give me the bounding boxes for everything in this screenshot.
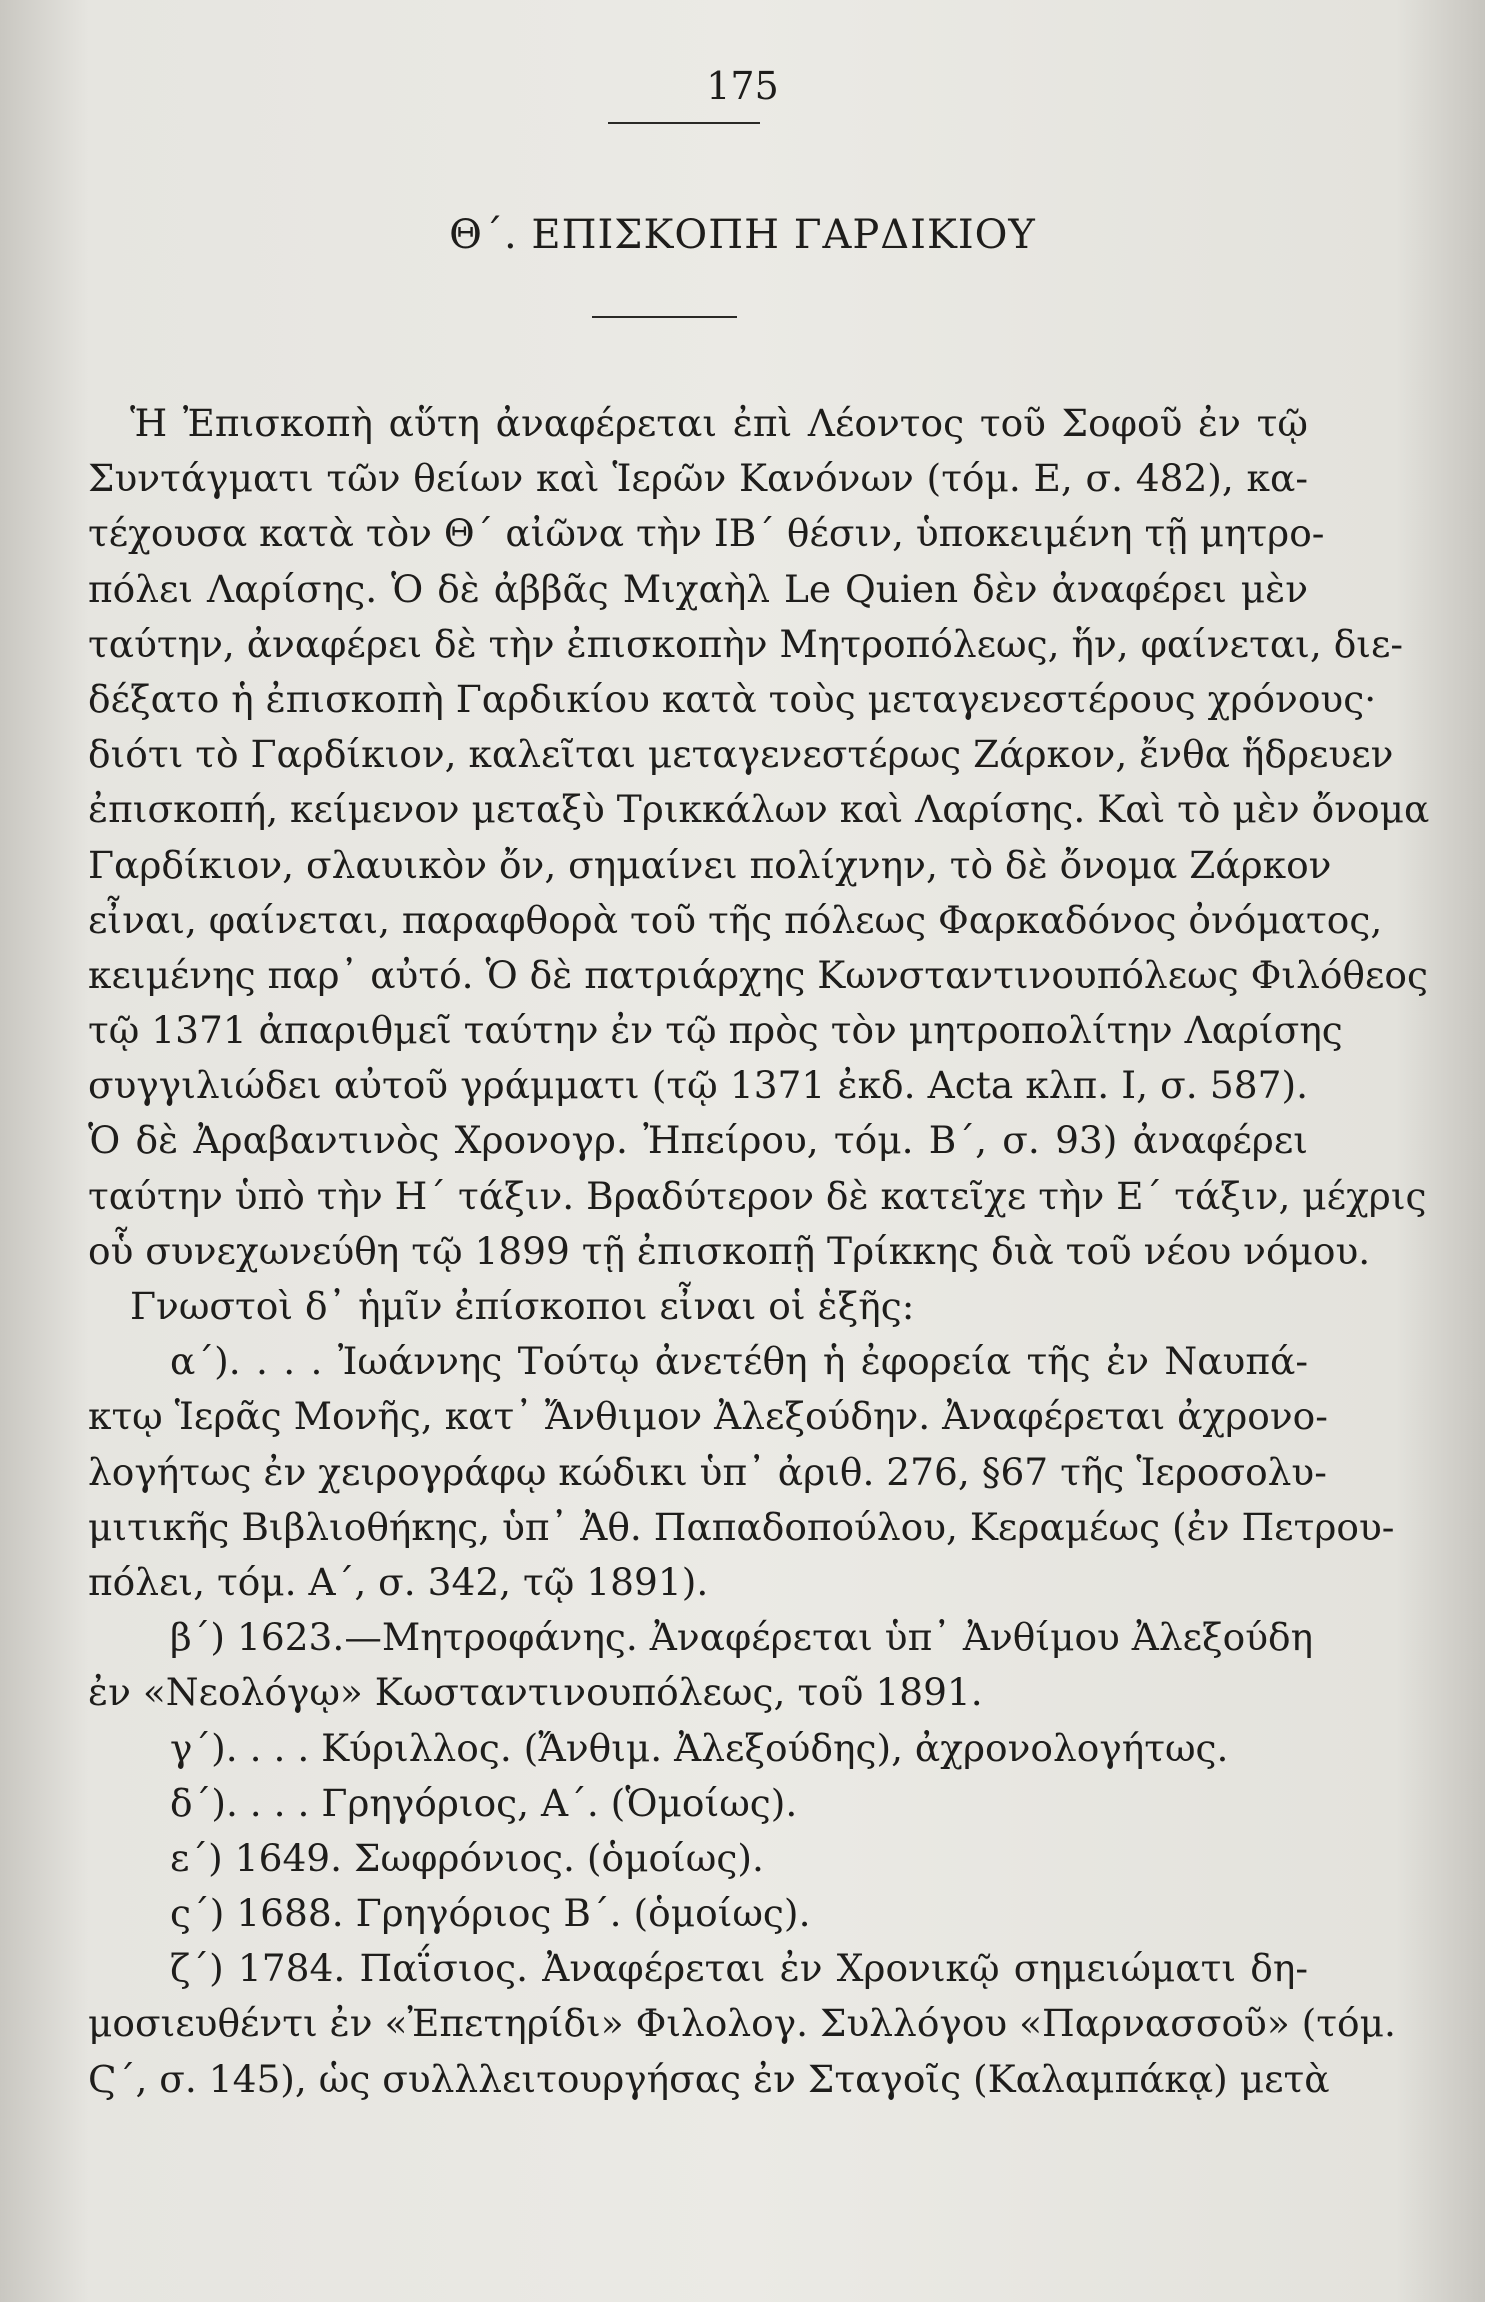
list-item: ε΄) 1649. Σωφρόνιος. (ὁμοίως). xyxy=(170,1835,764,1880)
text-line: Ὁ δὲ Ἀραβαντινὸς Χρονογρ. Ἠπείρου, τόμ. Β΄, σ. 93) ἀναφέρει xyxy=(88,1118,1308,1163)
text-line: εἶναι, φαίνεται, παραφθορὰ τοῦ τῆς πόλεως Φαρκαδόνος ὀνόματος, xyxy=(88,897,1383,942)
text-line: Ϛ΄, σ. 145), ὡς συλλλειτουργήσας ἐν Σταγοῖς (Καλαμπάκᾳ) μετὰ xyxy=(88,2056,1330,2101)
page-number: 175 xyxy=(706,64,779,108)
page-number-rule xyxy=(608,122,760,124)
text-line: τέχουσα κατὰ τὸν Θ΄ αἰῶνα τὴν ΙΒ΄ θέσιν, ὑποκειμένη τῇ μητρο- xyxy=(88,511,1325,556)
text-line: Γνωστοὶ δ᾽ ἡμῖν ἐπίσκοποι εἶναι οἱ ἑξῆς: xyxy=(130,1284,915,1328)
list-item: ζ΄) 1784. Παΐσιος. Ἀναφέρεται ἐν Χρονικῷ σημειώματι δη- xyxy=(170,1946,1308,1991)
text-line: διότι τὸ Γαρδίκιον, καλεῖται μεταγενεστέρως Ζάρκον, ἔνθα ἥδρευεν xyxy=(88,732,1394,777)
text-line: Ἡ Ἐπισκοπὴ αὕτη ἀναφέρεται ἐπὶ Λέοντος τοῦ Σοφοῦ ἐν τῷ xyxy=(130,401,1308,445)
title-rule xyxy=(592,316,737,318)
text-line: πόλει, τόμ. Α΄, σ. 342, τῷ 1891). xyxy=(88,1559,709,1604)
text-line: μιτικῆς Βιβλιοθήκης, ὑπ᾽ Ἀθ. Παπαδοπούλου, Κεραμέως (ἐν Πετρου- xyxy=(88,1504,1395,1549)
list-item: ς΄) 1688. Γρηγόριος Β΄. (ὁμοίως). xyxy=(170,1891,811,1936)
list-item: γ΄). . . . Κύριλλος. (Ἄνθιμ. Ἀλεξούδης), ἀχρονολογήτως. xyxy=(170,1725,1229,1770)
text-line: πόλει Λαρίσης. Ὁ δὲ ἀββᾶς Μιχαὴλ Le Quien δὲν ἀναφέρει μὲν xyxy=(88,566,1308,611)
text-line: ἐν «Νεολόγῳ» Κωσταντινουπόλεως, τοῦ 1891. xyxy=(88,1670,983,1715)
text-line: κτῳ Ἱερᾶς Μονῆς, κατ᾽ Ἄνθιμον Ἀλεξούδην. Ἀναφέρεται ἀχρονο- xyxy=(88,1394,1328,1439)
list-item: α΄). . . . Ἰωάννης Τούτῳ ἀνετέθη ἡ ἐφορεία τῆς ἐν Ναυπά- xyxy=(170,1339,1308,1384)
text-line: δέξατο ἡ ἐπισκοπὴ Γαρδικίου κατὰ τοὺς μεταγενεστέρους χρόνους· xyxy=(88,676,1377,721)
text-line: ταύτην, ἀναφέρει δὲ τὴν ἐπισκοπὴν Μητροπόλεως, ἥν, φαίνεται, διε- xyxy=(88,621,1404,666)
text-line: κειμένης παρ᾽ αὐτό. Ὁ δὲ πατριάρχης Κωνσταντινουπόλεως Φιλόθεος xyxy=(88,952,1429,997)
list-item: δ΄). . . . Γρηγόριος, Α΄. (Ὁμοίως). xyxy=(170,1780,798,1825)
text-line: συγγιλιώδει αὐτοῦ γράμματι (τῷ 1371 ἐκδ. Acta κλπ. Ι, σ. 587). xyxy=(88,1063,1308,1108)
text-line: λογήτως ἐν χειρογράφῳ κώδικι ὑπ᾽ ἀριθ. 276, §67 τῆς Ἱεροσολυ- xyxy=(88,1449,1327,1494)
text-line: Γαρδίκιον, σλαυικὸν ὄν, σημαίνει πολίχνην, τὸ δὲ ὄνομα Ζάρκον xyxy=(88,842,1332,887)
text-line: ἐπισκοπή, κείμενον μεταξὺ Τρικκάλων καὶ Λαρίσης. Καὶ τὸ μὲν ὄνομα xyxy=(88,787,1430,832)
list-item: β΄) 1623.—Μητροφάνης. Ἀναφέρεται ὑπ᾽ Ἀνθίμου Ἀλεξούδη xyxy=(170,1615,1314,1660)
text-line: Συντάγματι τῶν θείων καὶ Ἱερῶν Κανόνων (τόμ. Ε, σ. 482), κα- xyxy=(88,456,1308,501)
text-line: τῷ 1371 ἀπαριθμεῖ ταύτην ἐν τῷ πρὸς τὸν μητροπολίτην Λαρίσης xyxy=(88,1008,1343,1053)
body-text xyxy=(88,396,1430,2107)
text-line: μοσιευθέντι ἐν «Ἐπετηρίδι» Φιλολογ. Συλλόγου «Παρνασσοῦ» (τόμ. xyxy=(88,2001,1396,2046)
section-title: Θ΄. ΕΠΙΣΚΟΠΗ ΓΑΡΔΙΚΙΟΥ xyxy=(449,212,1036,258)
text-line: ταύτην ὑπὸ τὴν Η΄ τάξιν. Βραδύτερον δὲ κατεῖχε τὴν Ε΄ τάξιν, μέχρις xyxy=(88,1173,1427,1218)
text-line: οὗ συνεχωνεύθη τῷ 1899 τῇ ἐπισκοπῇ Τρίκκης διὰ τοῦ νέου νόμου. xyxy=(88,1228,1371,1273)
